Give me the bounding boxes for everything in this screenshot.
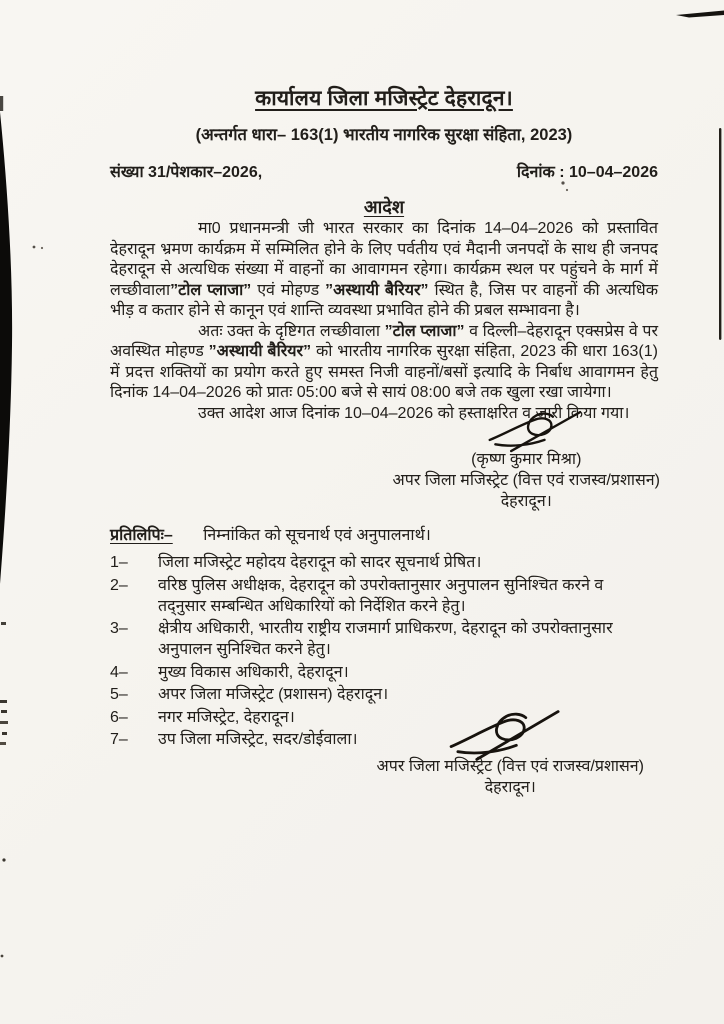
order-paragraph-3: उक्त आदेश आज दिनांक 10–04–2026 को हस्ताक्षरित व जारी किया गया।	[198, 404, 630, 422]
reference-row	[110, 160, 658, 182]
order-paragraph-2	[110, 322, 658, 404]
signatory-designation: अपर जिला मजिस्ट्रेट (वित्त एवं राजस्व/प्रशासन)	[392, 472, 660, 489]
list-item-number: 1–	[110, 554, 128, 571]
list-item	[110, 552, 658, 573]
scan-speck	[2, 858, 5, 861]
office-title: कार्यालय जिला मजिस्ट्रेट देहरादून।	[255, 87, 513, 110]
scan-speck	[1, 955, 4, 958]
signature-scribble	[441, 707, 571, 764]
text-run-bold: ”अस्थायी बैरियर”	[208, 343, 312, 360]
list-item-text: नगर मजिस्ट्रेट, देहरादून।	[158, 708, 295, 726]
copies-label: प्रतिलिपिः–	[110, 527, 173, 544]
reference-number: संख्या 31/पेशकार–2026,	[110, 164, 263, 181]
text-run: मा0 प्रधानमन्त्री जी भारत सरकार का दिनांक 14–04–2026 को प्रस्तावित देहरादून भ्रमण कार्यक्रम में सम्मिलित होने के लिए पर्वतीय एवं मैदानी जनपदों के साथ ही जनपद देहरादून से अत्यधिक संख्या में वाहनों का आवागमन रहेगा। कार्यक्रम स्थल पर पहुंचने के मार्ग में लच्छीवाला	[110, 220, 658, 299]
text-run: को भारतीय नागरिक सुरक्षा संहिता, 2023 की धारा 163(1) में प्रदत्त शक्तियों का प्रयोग करते हुए समस्त निजी वाहनों/बसों इत्यादि के निर्बाध आवागमन हेतु दिनांक 14–04–2026 को प्रातः 05:00 बजे से सायं 08:00 बजे तक खुला रखा जायेगा।	[110, 343, 658, 401]
copies-intro: निम्नांकित को सूचनार्थ एवं अनुपालनार्थ।	[203, 527, 431, 544]
list-item	[110, 575, 658, 617]
text-run: अतः उक्त के दृष्टिगत लच्छीवाला	[198, 322, 385, 340]
list-item-text: अपर जिला मजिस्ट्रेट (प्रशासन) देहरादून।	[158, 686, 389, 703]
signatory-place: देहरादून।	[484, 779, 536, 796]
issue-date: दिनांक : 10–04–2026	[516, 164, 658, 181]
list-item-number: 4–	[110, 663, 128, 681]
text-run: एवं मोहण्ड	[251, 281, 326, 299]
copies-header	[110, 523, 658, 545]
list-item-number: 5–	[110, 686, 128, 703]
signatory-name: (कृष्ण कुमार मिश्रा)	[471, 451, 582, 468]
text-run-bold: ”टोल प्लाजा”	[170, 281, 252, 299]
list-item-text: मुख्य विकास अधिकारी, देहरादून।	[158, 663, 349, 681]
copies-list	[110, 552, 658, 750]
list-item-text: वरिष्ठ पुलिस अधीक्षक, देहरादून को उपरोक्तानुसार अनुपालन सुनिश्चित करने व तद्नुसार सम्बन्धित अधिकारियों को निर्देशित करने हेतु।	[158, 576, 604, 615]
order-paragraph-1	[110, 219, 658, 322]
list-item-number: 3–	[110, 620, 128, 637]
list-item-number: 2–	[110, 576, 128, 594]
list-item-number: 6–	[110, 708, 128, 726]
list-item-text: क्षेत्रीय अधिकारी, भारतीय राष्ट्रीय राजमार्ग प्राधिकरण, देहरादून को उपरोक्तानुसार अनुपालन सुनिश्चित करने हेतु।	[158, 620, 613, 658]
text-run-bold: ”टोल प्लाजा”	[384, 322, 465, 340]
list-item	[110, 707, 658, 728]
signature-scribble	[484, 408, 589, 454]
list-item	[110, 618, 658, 660]
order-heading: आदेश	[363, 197, 405, 217]
list-item-number: 7–	[110, 731, 128, 748]
text-run: स्थित है, जिस पर वाहनों की अत्यधिक भीड़ व कतार होने से कानून एवं शान्ति व्यवस्था प्रभावित होने की प्रबल सम्भावना है।	[110, 281, 658, 319]
list-item-text: उप जिला मजिस्ट्रेट, सदर/डोईवाला।	[158, 731, 358, 748]
text-run: व दिल्ली–देहरादून एक्सप्रेस वे पर अवस्थित मोहण्ड	[110, 322, 658, 360]
list-item	[110, 662, 658, 683]
list-item	[110, 684, 658, 705]
list-item	[110, 729, 658, 750]
signatory-place: देहरादून।	[500, 493, 552, 510]
list-item-text: जिला मजिस्ट्रेट महोदय देहरादून को सादर सूचनार्थ प्रेषित।	[158, 554, 482, 571]
signatory-designation: अपर जिला मजिस्ट्रेट (वित्त एवं राजस्व/प्रशासन)	[376, 758, 644, 775]
text-run-bold: ”अस्थायी बैरियर”	[325, 281, 429, 299]
act-reference-line: (अन्तर्गत धारा– 163(1) भारतीय नागरिक सुरक्षा संहिता, 2023)	[195, 126, 573, 144]
signature-block-top	[393, 410, 660, 512]
